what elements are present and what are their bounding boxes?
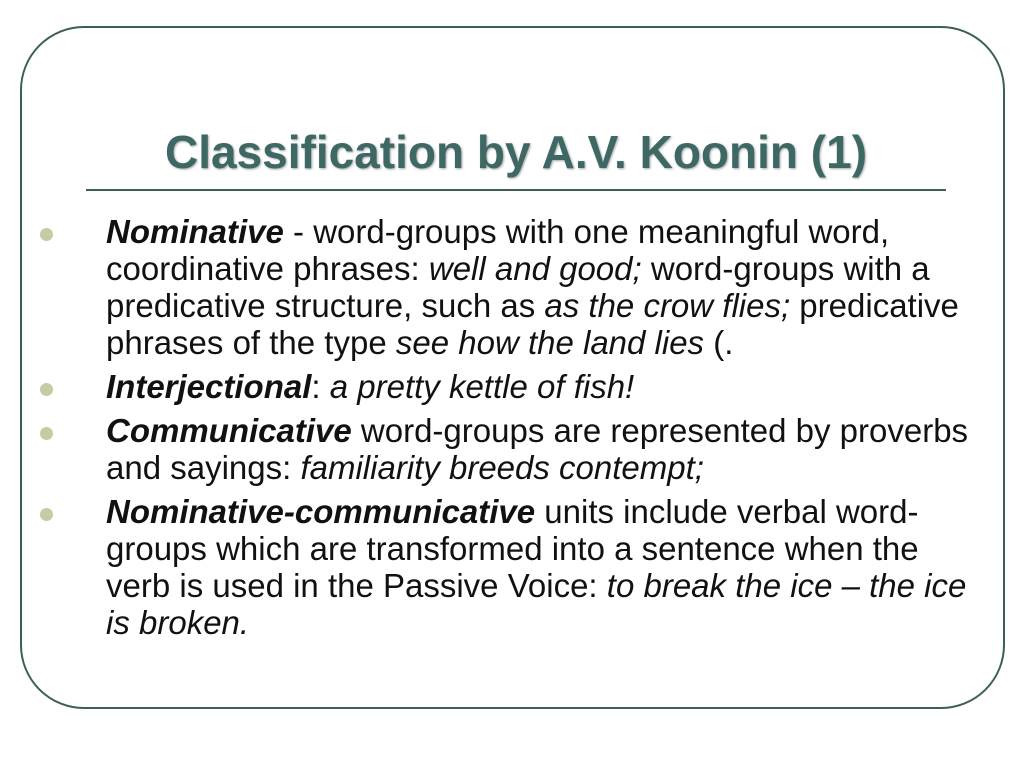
- bullet-dot-icon: [40, 383, 53, 396]
- bullet-item-communicative: [40, 412, 990, 486]
- bullet-term: Nominative-communicative: [106, 493, 536, 530]
- bullet-item-nominative-communicative: [40, 493, 990, 641]
- bullet-dot-icon: [40, 508, 53, 521]
- bullet-list: [40, 213, 990, 648]
- bullet-text: :: [311, 368, 330, 405]
- bullet-dot-icon: [40, 228, 53, 241]
- slide-title: Classification by A.V. Koonin (1): [164, 126, 868, 178]
- bullet-term: Nominative: [106, 213, 284, 250]
- bullet-term: Interjectional: [106, 368, 312, 405]
- bullet-example: well and good;: [428, 250, 642, 287]
- bullet-example: as the crow flies;: [544, 287, 791, 324]
- bullet-text: predicative phrases of the type: [106, 287, 959, 361]
- bullet-item-interjectional: [40, 368, 990, 405]
- title-underline: [86, 189, 946, 191]
- bullet-example: a pretty kettle of fish!: [329, 368, 635, 405]
- bullet-text: - word-groups with one meaningful word, coordinative phrases:: [106, 213, 890, 287]
- bullet-item-nominative: [40, 213, 990, 361]
- bullet-text: (.: [704, 324, 734, 361]
- bullet-text: word-groups with a predicative structure, such as: [106, 250, 930, 324]
- bullet-dot-icon: [40, 427, 53, 440]
- bullet-text: units include verbal word-groups which are transformed into a sentence when the verb is used in the Passive Voice:: [106, 493, 919, 604]
- bullet-example: familiarity breeds contempt;: [300, 449, 704, 486]
- bullet-term: Communicative: [106, 412, 352, 449]
- bullet-example: see how the land lies: [395, 324, 705, 361]
- bullet-text: word-groups are represented by proverbs and sayings:: [106, 412, 969, 486]
- bullet-example: to break the ice – the ice is broken.: [106, 567, 967, 641]
